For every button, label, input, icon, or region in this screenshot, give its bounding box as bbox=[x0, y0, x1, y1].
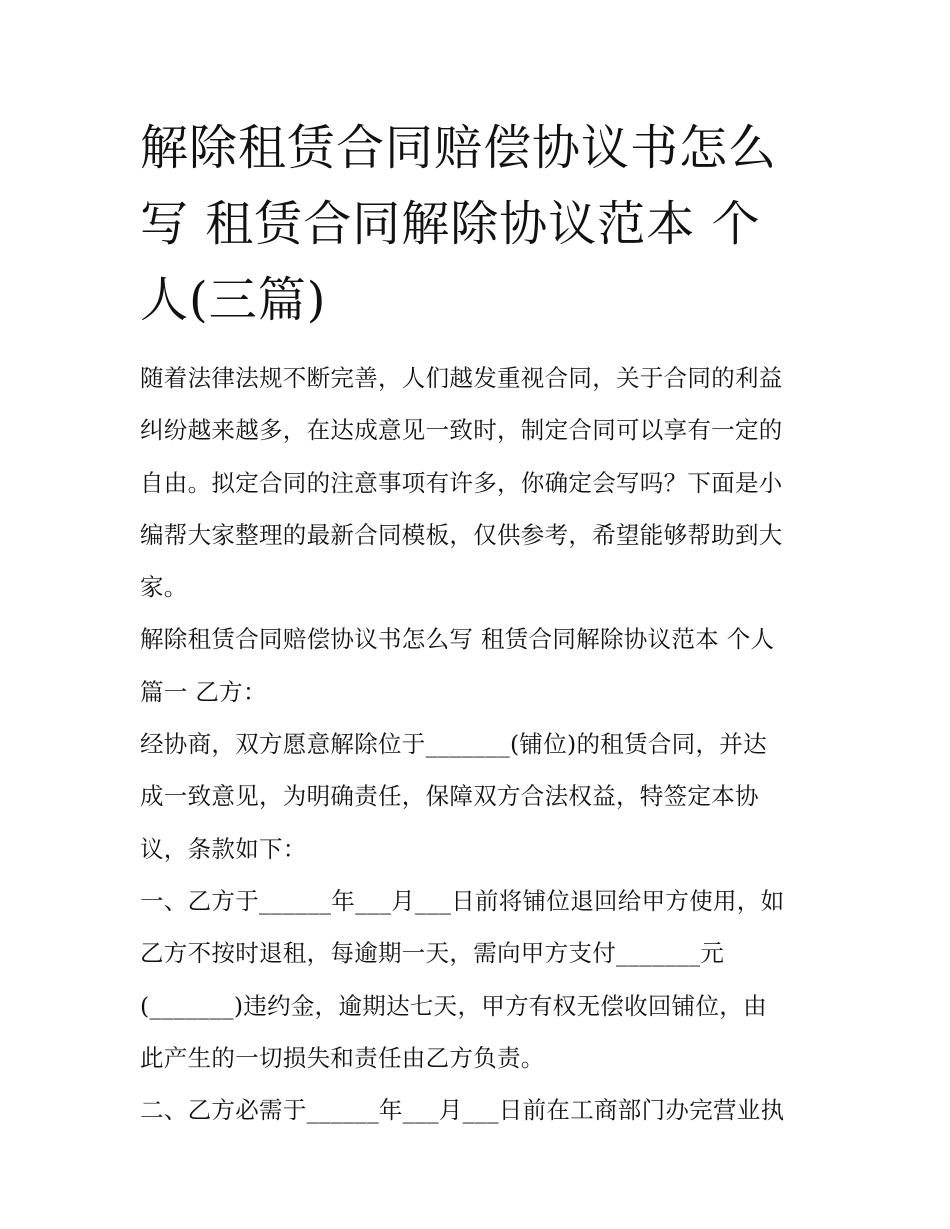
title-line: 写 租赁合同解除协议范本 个 bbox=[140, 196, 761, 252]
title-line: 人(三篇) bbox=[140, 272, 327, 328]
intro-line: 纠纷越来越多，在达成意见一致时，制定合同可以享有一定的 bbox=[140, 416, 783, 445]
clause-line: 二、乙方必需于______年___月___日前在工商部门办完营业执 bbox=[140, 1096, 785, 1125]
clause-line: 一、乙方于______年___月___日前将铺位退回给甲方使用，如 bbox=[140, 886, 785, 915]
title-line: 解除租赁合同赔偿协议书怎么 bbox=[140, 120, 778, 176]
agreement-line: 经协商，双方愿意解除位于_______(铺位)的租赁合同，并达 bbox=[140, 730, 767, 759]
agreement-line: 成一致意见，为明确责任，保障双方合法权益，特签定本协 bbox=[140, 782, 759, 811]
intro-line: 自由。拟定合同的注意事项有许多，你确定会写吗？下面是小 bbox=[140, 468, 783, 497]
clause-line: (_______)违约金，逾期达七天，甲方有权无偿收回铺位，由 bbox=[140, 991, 767, 1020]
section-heading-line: 解除租赁合同赔偿协议书怎么写 租赁合同解除协议范本 个人 bbox=[140, 625, 775, 654]
clause-line: 乙方不按时退租，每逾期一天，需向甲方支付_______元 bbox=[140, 939, 725, 968]
agreement-line: 议，条款如下： bbox=[140, 834, 307, 863]
document-title bbox=[140, 110, 830, 338]
intro-line: 编帮大家整理的最新合同模板，仅供参考，希望能够帮助到大 bbox=[140, 520, 783, 549]
intro-line: 家。 bbox=[140, 573, 188, 602]
intro-line: 随着法律法规不断完善，人们越发重视合同，关于合同的利益 bbox=[140, 364, 783, 392]
document-body bbox=[140, 352, 820, 1136]
section-heading-line: 篇一 乙方： bbox=[140, 677, 267, 706]
clause-line: 此产生的一切损失和责任由乙方负责。 bbox=[140, 1043, 545, 1072]
